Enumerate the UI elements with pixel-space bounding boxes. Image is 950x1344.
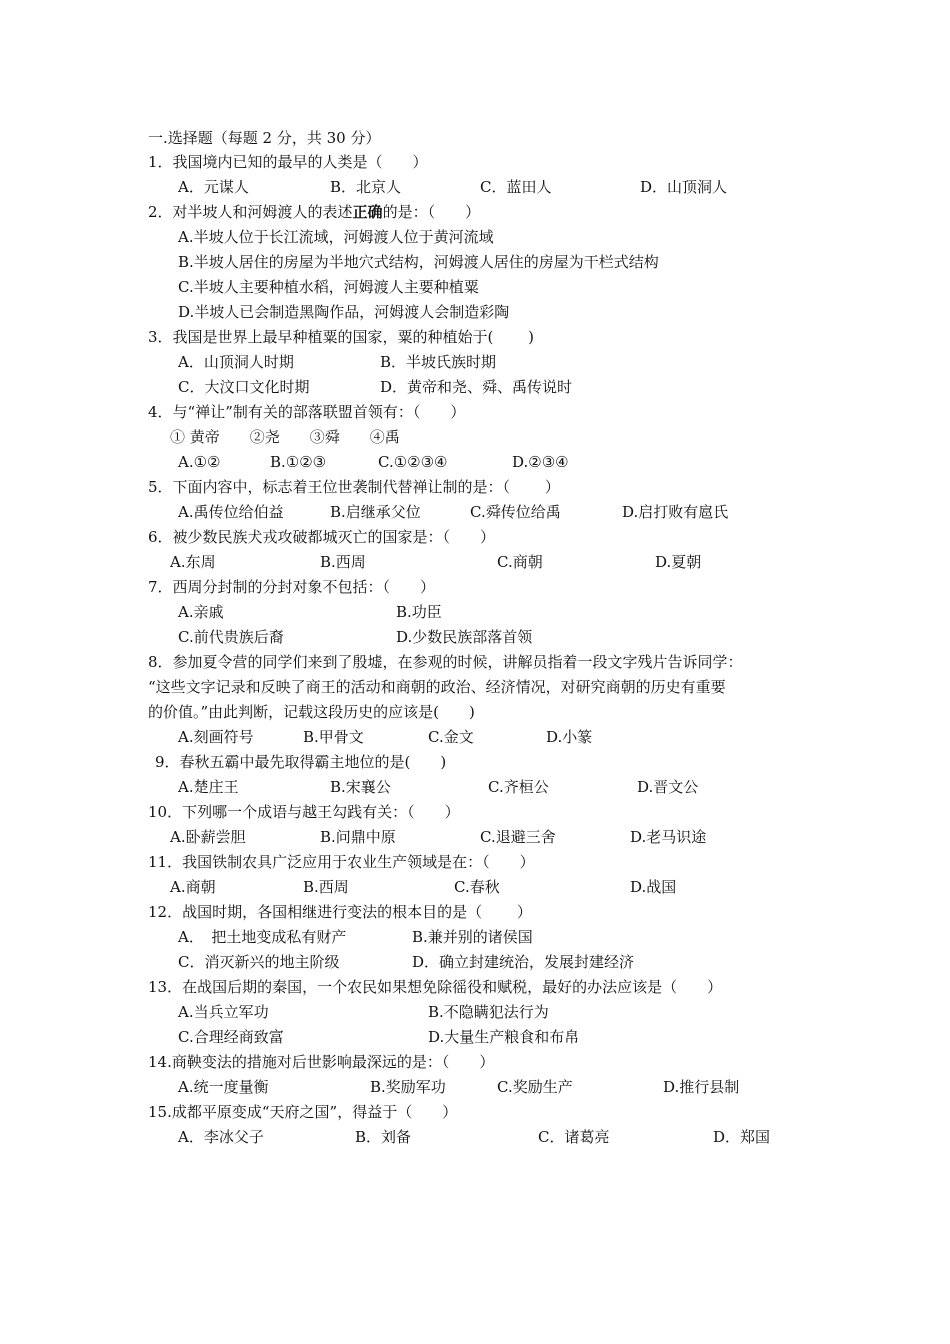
question-15-option-c: C．诸葛亮: [538, 1128, 610, 1146]
question-1-option-c: C．蓝田人: [480, 178, 552, 196]
question-1-stem: 1．我国境内已知的最早的人类是（ ）: [148, 153, 428, 171]
question-11-stem: 11．我国铁制农具广泛应用于农业生产领域是在：（ ）: [148, 853, 535, 871]
question-2-option-a: A.半坡人位于长江流域，河姆渡人位于黄河流域: [178, 228, 494, 246]
question-10-option-b: B.问鼎中原: [320, 828, 396, 846]
question-6-option-a: A.东周: [170, 553, 216, 571]
question-14-option-c: C.奖励生产: [497, 1078, 573, 1096]
question-2-option-c: C.半坡人主要种植水稻，河姆渡人主要种植粟: [178, 278, 479, 296]
question-3-option-a: A．山顶洞人时期: [178, 353, 294, 371]
question-6-option-d: D.夏朝: [655, 553, 702, 571]
question-7-option-c: C.前代贵族后裔: [178, 628, 284, 646]
question-4-items: ① 黄帝 ②尧 ③舜 ④禹: [170, 428, 400, 446]
question-4-option-a: A.①②: [178, 453, 221, 471]
question-15-option-b: B．刘备: [355, 1128, 412, 1146]
question-3-option-d: D．黄帝和尧、舜、禹传说时: [380, 378, 573, 396]
question-13-option-d: D.大量生产粮食和布帛: [428, 1028, 580, 1046]
question-1-option-d: D．山顶洞人: [640, 178, 728, 196]
question-9-option-a: A.楚庄王: [178, 778, 239, 796]
question-2-stem: [148, 201, 480, 223]
question-14-option-d: D.推行县制: [663, 1078, 740, 1096]
question-13-option-a: A.当兵立军功: [178, 1003, 269, 1021]
question-4-option-d: D.②③④: [512, 453, 569, 471]
question-14-option-b: B.奖励军功: [370, 1078, 446, 1096]
question-12-option-a: A． 把土地变成私有财产: [178, 928, 347, 946]
question-8-stem-line-1: 8．参加夏令营的同学们来到了殷墟，在参观的时候，讲解员指着一段文字残片告诉同学：: [148, 653, 743, 671]
question-5-option-b: B.启继承父位: [330, 503, 421, 521]
question-6-option-b: B.西周: [320, 553, 366, 571]
question-10-option-c: C.退避三舍: [480, 828, 556, 846]
question-12-option-b: B.兼并别的诸侯国: [412, 928, 533, 946]
question-4-stem: 4．与“禅让”制有关的部落联盟首领有：（ ）: [148, 403, 466, 421]
question-10-option-d: D.老马识途: [630, 828, 707, 846]
question-8-option-c: C.金文: [428, 728, 474, 746]
question-9-option-d: D.晋文公: [637, 778, 699, 796]
question-8-option-b: B.甲骨文: [303, 728, 364, 746]
question-13-option-b: B.不隐瞒犯法行为: [428, 1003, 549, 1021]
question-4-option-b: B.①②③: [270, 453, 327, 471]
question-8-option-d: D.小篆: [546, 728, 593, 746]
question-5-option-a: A.禹传位给伯益: [178, 503, 284, 521]
question-10-option-a: A.卧薪尝胆: [170, 828, 246, 846]
question-11-option-c: C.春秋: [454, 878, 500, 896]
question-2-stem-pre: 2．对半坡人和河姆渡人的表述: [148, 203, 353, 221]
question-7-option-a: A.亲戚: [178, 603, 224, 621]
section-title: 一.选择题（每题 2 分，共 30 分）: [148, 129, 381, 147]
question-15-stem: 15.成都平原变成“天府之国”，得益于（ ）: [148, 1103, 458, 1121]
question-15-option-a: A．李冰父子: [178, 1128, 264, 1146]
question-6-stem: 6．被少数民族犬戎攻破都城灭亡的国家是：（ ）: [148, 528, 496, 546]
question-1-option-a: A．元谋人: [178, 178, 249, 196]
question-13-option-c: C.合理经商致富: [178, 1028, 284, 1046]
question-3-stem: 3．我国是世界上最早种植粟的国家，粟的种植始于( ): [148, 328, 535, 346]
question-15-option-d: D．郑国: [713, 1128, 771, 1146]
question-12-option-d: D．确立封建统治，发展封建经济: [412, 953, 635, 971]
question-10-stem: 10．下列哪一个成语与越王勾践有关：（ ）: [148, 803, 460, 821]
question-12-option-c: C．消灭新兴的地主阶级: [178, 953, 340, 971]
question-9-option-c: C.齐桓公: [488, 778, 549, 796]
question-7-option-d: D.少数民族部落首领: [396, 628, 533, 646]
question-11-option-a: A.商朝: [170, 878, 216, 896]
question-9-option-b: B.宋襄公: [330, 778, 391, 796]
question-8-stem-line-3: 的价值。”由此判断，记载这段历史的应该是( ): [148, 703, 475, 721]
question-2-option-b: B.半坡人居住的房屋为半地穴式结构，河姆渡人居住的房屋为干栏式结构: [178, 253, 659, 271]
question-8-option-a: A.刻画符号: [178, 728, 254, 746]
question-3-option-c: C．大汶口文化时期: [178, 378, 310, 396]
question-9-stem: 9．春秋五霸中最先取得霸主地位的是( ): [155, 753, 447, 771]
question-5-option-d: D.启打败有扈氏: [622, 503, 729, 521]
question-2-option-d: D.半坡人已会制造黑陶作品，河姆渡人会制造彩陶: [178, 303, 510, 321]
question-5-option-c: C.舜传位给禹: [470, 503, 561, 521]
question-7-stem: 7．西周分封制的分封对象不包括：（ ）: [148, 578, 436, 596]
question-3-option-b: B．半坡氏族时期: [380, 353, 497, 371]
question-4-option-c: C.①②③④: [378, 453, 448, 471]
question-14-stem: 14.商鞅变法的措施对后世影响最深远的是：（ ）: [148, 1053, 495, 1071]
question-12-stem: 12．战国时期，各国相继进行变法的根本目的是（ ）: [148, 903, 532, 921]
question-13-stem: 13．在战国后期的秦国，一个农民如果想免除徭役和赋税，最好的办法应该是（ ）: [148, 978, 723, 996]
question-2-stem-emphasis: 正确: [352, 203, 383, 221]
question-11-option-d: D.战国: [630, 878, 677, 896]
question-6-option-c: C.商朝: [497, 553, 543, 571]
question-1-option-b: B．北京人: [330, 178, 402, 196]
question-11-option-b: B.西周: [303, 878, 349, 896]
question-14-option-a: A.统一度量衡: [178, 1078, 269, 1096]
question-8-stem-line-2: “这些文字记录和反映了商王的活动和商朝的政治、经济情况，对研究商朝的历史有重要: [148, 678, 726, 696]
question-7-option-b: B.功臣: [396, 603, 442, 621]
question-5-stem: 5．下面内容中，标志着王位世袭制代替禅让制的是：（ ）: [148, 478, 560, 496]
question-2-stem-post: 的是：（ ）: [382, 203, 481, 221]
